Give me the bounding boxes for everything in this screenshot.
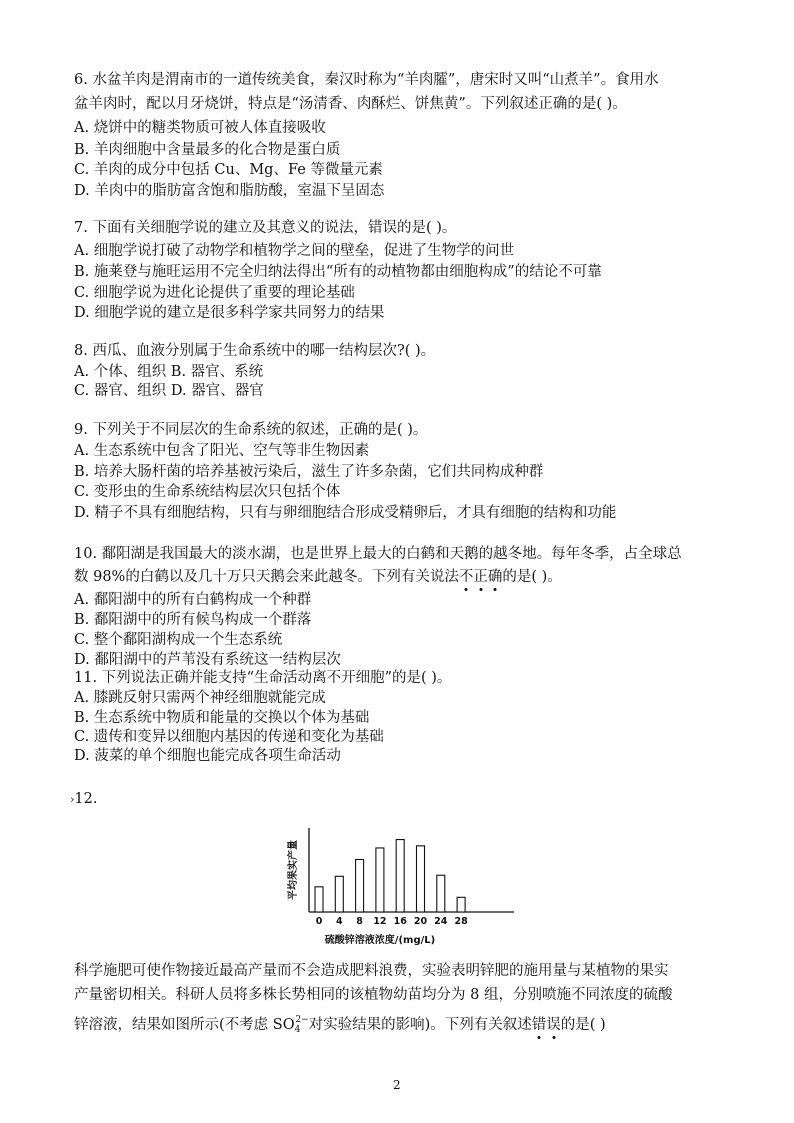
q7-option-a: A. 细胞学说打破了动物学和植物学之间的壁垒，促进了生物学的问世 [74, 243, 515, 259]
q12-text-line-1: 科学施肥可使作物接近最高产量而不会造成肥料浪费，实验表明锌肥的施用量与某植物的果实 [74, 963, 669, 979]
q11-option-c: C. 遗传和变异以细胞内基因的传递和变化为基础 [74, 729, 384, 745]
zinc-sulfate-yield-chart [285, 820, 525, 950]
chart-tick-16: 16 [393, 916, 407, 927]
chart-tick-28: 28 [454, 916, 468, 927]
q6-option-a: A. 烧饼中的糖类物质可被人体直接吸收 [74, 120, 326, 136]
chart-bar-28 [457, 897, 465, 912]
chart-x-axis-label: 硫酸锌溶液浓度/(mg/L) [324, 935, 436, 946]
chart-tick-4: 4 [335, 916, 343, 927]
q12-text-line-2: 产量密切相关。科研人员将多株长势相同的该植物幼苗均分为 8 组，分别喷施不同浓度的硫酸 [74, 987, 673, 1003]
chart-tick-0: 0 [315, 916, 323, 927]
q9-option-a: A. 生态系统中包含了阳光、空气等非生物因素 [74, 443, 370, 459]
q7-option-d: D. 细胞学说的建立是很多科学家共同努力的结果 [74, 305, 385, 321]
q11-option-d: D. 菠菜的单个细胞也能完成各项生命活动 [74, 748, 341, 764]
q7-stem: 7. 下面有关细胞学说的建立及其意义的说法，错误的是( )。 [74, 220, 457, 236]
q6-option-d: D. 羊肉中的脂肪富含饱和脂肪酸，室温下呈固态 [74, 183, 385, 199]
q6-stem-line-1: 6. 水盆羊肉是渭南市的一道传统美食，秦汉时称为“羊肉臛”，唐宋时又叫“山煮羊”。食用水 [74, 72, 659, 88]
q8-stem: 8. 西瓜、血液分别属于生命系统中的哪一结构层次?( )。 [74, 343, 436, 359]
q12-subscript: 4 [294, 1025, 301, 1035]
emphasis-char: 正 [473, 569, 488, 585]
q12-text-d: 的是( ) [560, 1017, 606, 1033]
q12-text-a: 锌溶液，结果如图所示(不考虑 SO [74, 1017, 295, 1033]
q10-option-a: A. 鄱阳湖中的所有白鹤构成一个种群 [74, 592, 312, 608]
q12-text-line-3 [74, 1010, 606, 1040]
q12-marker-glyph: › [70, 793, 75, 806]
emphasis-char: 错 [531, 1017, 547, 1033]
q12-emphasis [532, 1017, 561, 1033]
chart-bars [315, 840, 465, 912]
q6-option-b: B. 羊肉细胞中含量最多的化合物是蛋白质 [74, 142, 341, 158]
chart-tick-24: 24 [434, 916, 448, 927]
chart-bar-20 [417, 846, 425, 912]
chart-tick-8: 8 [356, 916, 363, 927]
q9-option-d: D. 精子不具有细胞结构，只有与卵细胞结合形成受精卵后，才具有细胞的结构和功能 [74, 505, 617, 521]
q8-options-ab: A. 个体、组织 B. 器官、系统 [74, 364, 264, 380]
q10-option-d: D. 鄱阳湖中的芦苇没有系统这一结构层次 [74, 652, 341, 668]
q12-superscript: 2− [295, 1015, 309, 1025]
page-number: 2 [393, 1078, 401, 1092]
chart-bar-24 [437, 875, 445, 912]
chart-tick-labels [316, 916, 468, 927]
chart-bar-16 [396, 840, 404, 912]
chart-bar-8 [356, 860, 364, 913]
q11-option-b: B. 生态系统中物质和能量的交换以个体为基础 [74, 710, 370, 726]
q9-stem: 9. 下列关于不同层次的生命系统的叙述，正确的是( )。 [74, 422, 428, 438]
q9-option-c: C. 变形虫的生命系统结构层次只包括个体 [74, 484, 341, 500]
q6-stem-line-2: 盆羊肉时，配以月牙烧饼，特点是“汤清香、肉酥烂、饼焦黄”。下列叙述正确的是( )。 [74, 96, 627, 112]
chart-bar-4 [335, 876, 343, 912]
q8-options-cd: C. 器官、组织 D. 器官、器官 [74, 383, 264, 399]
emphasis-char: 确 [487, 569, 503, 585]
q10-stem-line-1: 10. 鄱阳湖是我国最大的淡水湖，也是世界上最大的白鹤和天鹅的越冬地。每年冬季，占全球总 [74, 546, 682, 562]
q12-number-text: 12. [74, 791, 98, 807]
emphasis-char: 误 [546, 1017, 561, 1033]
q11-option-a: A. 膝跳反射只需两个神经细胞就能完成 [74, 690, 326, 706]
q10-stem-line-2 [74, 567, 562, 587]
q6-option-c: C. 羊肉的成分中包括 Cu、Mg、Fe 等微量元素 [74, 162, 383, 178]
q10-emphasis [459, 569, 503, 585]
q9-option-b: B. 培养大肠杆菌的培养基被污染后，滋生了许多杂菌，它们共同构成种群 [74, 464, 544, 480]
q12-number [70, 789, 97, 810]
emphasis-char: 不 [458, 569, 474, 585]
q10-option-c: C. 整个鄱阳湖构成一个生态系统 [74, 632, 283, 648]
q10-stem-tail: 的是( )。 [502, 569, 562, 585]
chart-bar-0 [315, 887, 323, 912]
chart-tick-20: 20 [413, 916, 428, 927]
q11-stem: 11. 下列说法正确并能支持“生命活动离不开细胞”的是( )。 [74, 670, 452, 686]
q7-option-c: C. 细胞学说为进化论提供了重要的理论基础 [74, 285, 355, 301]
q10-option-b: B. 鄱阳湖中的所有候鸟构成一个群落 [74, 612, 312, 628]
chart-y-axis-label: 平均果实产量 [288, 840, 299, 900]
q7-option-b: B. 施莱登与施旺运用不完全归纳法得出“所有的动植物都由细胞构成”的结论不可靠 [74, 264, 602, 280]
q12-text-b: 对实验结果的影响)。下列有关叙述 [308, 1017, 532, 1033]
chart-bar-12 [376, 848, 384, 912]
q10-stem-text: 数 98%的白鹤以及几十万只天鹅会来此越冬。下列有关说法 [74, 569, 459, 585]
chart-tick-12: 12 [373, 916, 387, 927]
